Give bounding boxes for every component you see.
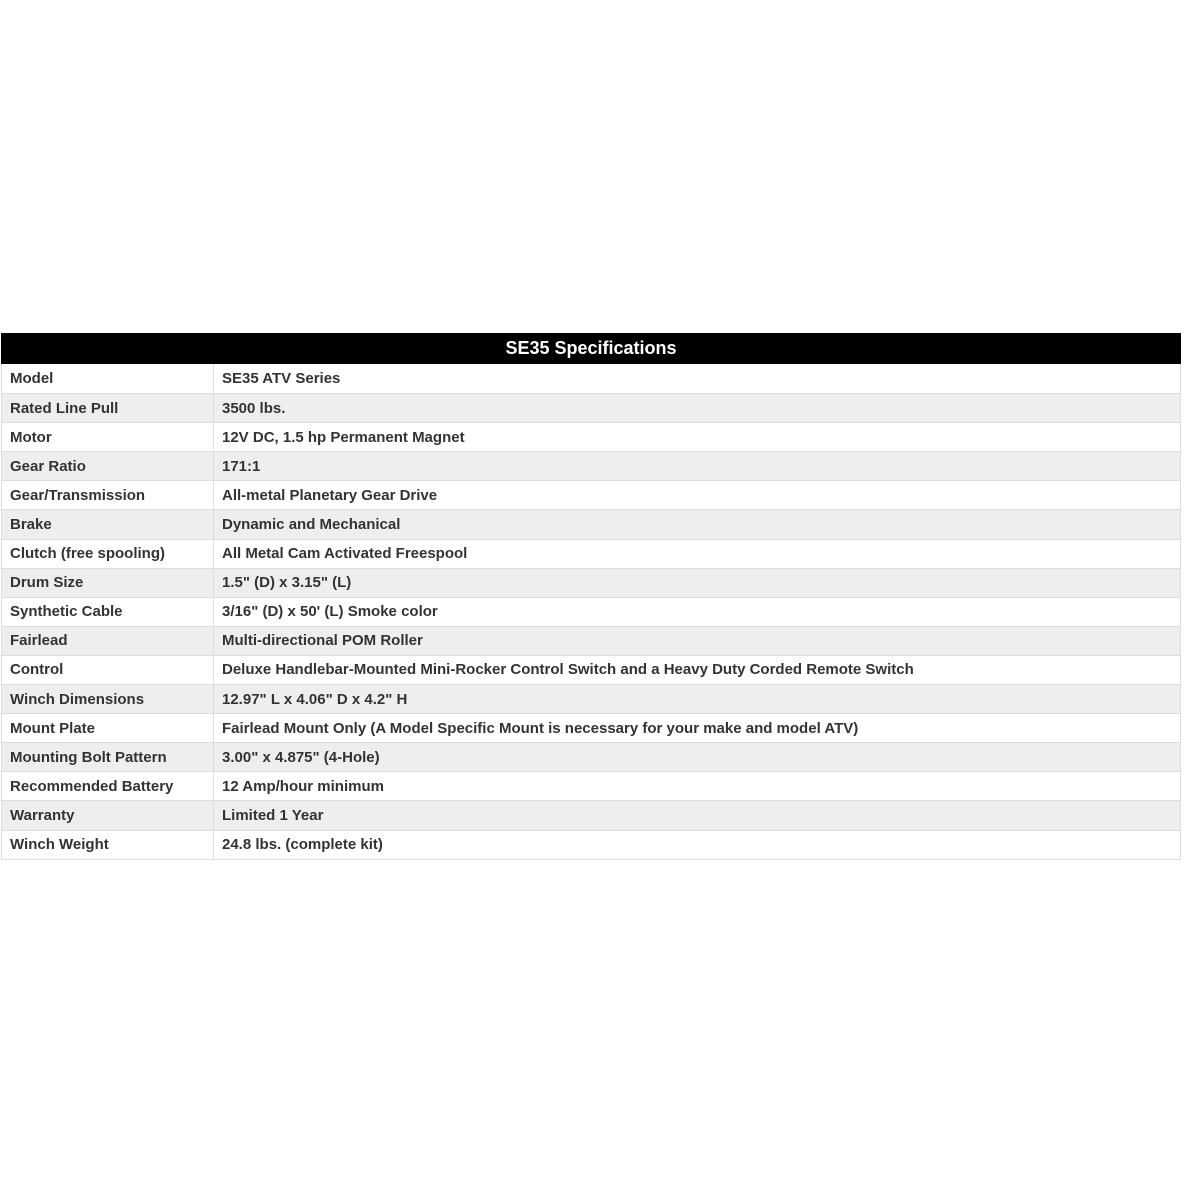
spec-value: 12V DC, 1.5 hp Permanent Magnet (222, 428, 465, 446)
spec-label: Winch Dimensions (2, 685, 214, 713)
spec-label: Clutch (free spooling) (2, 540, 214, 568)
spec-label: Recommended Battery (2, 772, 214, 800)
spec-value: 12 Amp/hour minimum (222, 777, 384, 795)
spec-label: Synthetic Cable (2, 598, 214, 626)
spec-label: Model (2, 364, 214, 393)
spec-value: Deluxe Handlebar-Mounted Mini-Rocker Control Switch and a Heavy Duty Corded Remote Switch (222, 661, 914, 679)
table-title: SE35 Specifications (1, 333, 1181, 364)
spec-value: 3/16" (D) x 50' (L) Smoke color (222, 603, 438, 621)
table-row (2, 568, 1180, 597)
table-row (2, 713, 1180, 742)
table-row (2, 742, 1180, 771)
table-row (2, 771, 1180, 800)
spec-label: Motor (2, 423, 214, 451)
spec-label: Drum Size (2, 569, 214, 597)
spec-label: Mounting Bolt Pattern (2, 743, 214, 771)
table-row (2, 480, 1180, 509)
table-row (2, 684, 1180, 713)
table-row (2, 655, 1180, 684)
spec-value: 3500 lbs. (222, 399, 286, 417)
spec-value: Multi-directional POM Roller (222, 632, 423, 650)
spec-label: Gear Ratio (2, 452, 214, 480)
table-row (2, 364, 1180, 393)
spec-value: SE35 ATV Series (222, 370, 341, 388)
spec-label: Warranty (2, 801, 214, 829)
table-row (2, 393, 1180, 422)
spec-label: Brake (2, 510, 214, 538)
spec-label: Gear/Transmission (2, 481, 214, 509)
spec-value: Dynamic and Mechanical (222, 516, 401, 534)
spec-value: 12.97" L x 4.06" D x 4.2" H (222, 690, 408, 708)
table-row (2, 451, 1180, 480)
spec-value: 3.00" x 4.875" (4-Hole) (222, 748, 380, 766)
spec-label: Fairlead (2, 627, 214, 655)
specifications-table (1, 333, 1181, 860)
spec-value: 1.5" (D) x 3.15" (L) (222, 574, 352, 592)
table-row (2, 539, 1180, 568)
table-row (2, 509, 1180, 538)
spec-value: Limited 1 Year (222, 806, 324, 824)
spec-label: Rated Line Pull (2, 394, 214, 422)
table-row (2, 800, 1180, 829)
spec-value: All Metal Cam Activated Freespool (222, 545, 468, 563)
spec-value: 171:1 (222, 457, 261, 475)
table-row (2, 830, 1180, 859)
spec-value: All-metal Planetary Gear Drive (222, 486, 438, 504)
spec-value: 24.8 lbs. (complete kit) (222, 836, 383, 854)
spec-label: Control (2, 656, 214, 684)
spec-label: Mount Plate (2, 714, 214, 742)
table-row (2, 626, 1180, 655)
spec-label: Winch Weight (2, 831, 214, 859)
table-row (2, 422, 1180, 451)
table-body (2, 364, 1180, 859)
spec-value: Fairlead Mount Only (A Model Specific Mount is necessary for your make and model ATV) (222, 719, 859, 737)
table-row (2, 597, 1180, 626)
